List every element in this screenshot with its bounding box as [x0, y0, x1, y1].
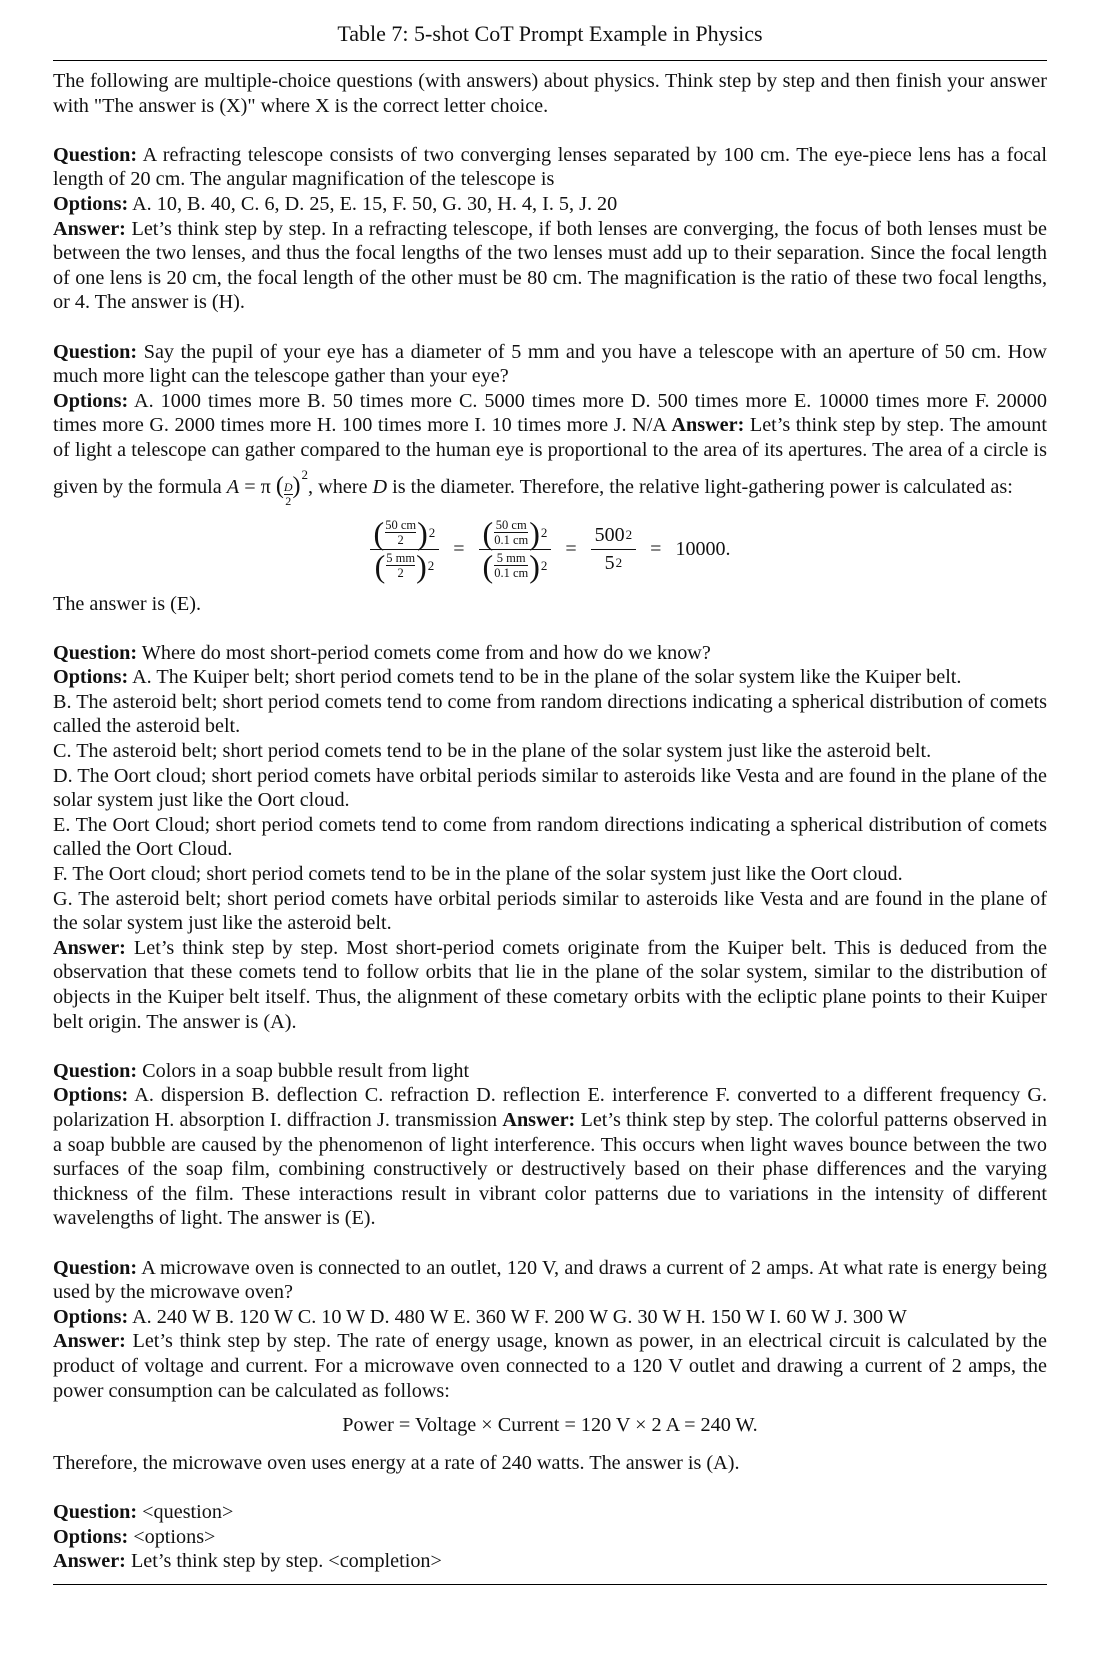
options-label: Options: [53, 1305, 129, 1328]
options-label: Options: [53, 1525, 129, 1548]
answer-label: Answer: [53, 217, 126, 240]
intro-text: The following are multiple-choice questions (with answers) about physics. Think step by step and then finish your answer with "The answer is (X)" where X is the correct letter choice. [53, 70, 1047, 117]
equation-result: 10000. [675, 537, 731, 560]
question-placeholder: <question> [137, 1501, 234, 1524]
question-text: Say the pupil of your eye has a diameter of 5 mm and you have a telescope with an aperture of 50 cm. How much more light can the telescope gather than your eye? [53, 340, 1047, 388]
options-label: Options: [53, 192, 129, 215]
question-block-3 [53, 641, 1047, 1035]
template-block [53, 1500, 1047, 1574]
option-g: G. The asteroid belt; short period comets have orbital periods similar to asteroids like Vesta and are found in the plane of the solar system just like the asteroid belt. [53, 887, 1047, 935]
question-block-1 [53, 143, 1047, 315]
question-text: Colors in a soap bubble result from light [137, 1059, 470, 1082]
answer-text: Let’s think step by step. The rate of energy usage, known as power, in an electrical circuit is calculated by the product of voltage and current. For a microwave oven connected to a 120 V outlet and drawing a current of 2 amps, the power consumption can be calculated as follows: [53, 1330, 1047, 1402]
option-b: B. The asteroid belt; short period comets tend to come from random directions indicating a spherical distribution of comets called the asteroid belt. [53, 690, 1047, 738]
bottom-rule [53, 1584, 1047, 1585]
formula-var: A [226, 475, 240, 498]
equation-fraction-2: ( $\frac{50 cm}{0.1 cm}$ ) 2 ( $\frac{5 mm}{0.1 cm}$ ) 2 [479, 519, 552, 580]
top-rule [53, 60, 1047, 61]
formula-fraction: $\frac{D}{2}$ [283, 479, 293, 508]
answer-label: Answer: [671, 414, 745, 437]
question-block-4 [53, 1059, 1047, 1231]
option-a: A. The Kuiper belt; short period comets tend to be in the plane of the solar system like the Kuiper belt. [128, 666, 962, 689]
answer-conclusion: Therefore, the microwave oven uses energy at a rate of 240 watts. The answer is (A). [53, 1452, 740, 1475]
answer-text: Let’s think step by step. The amount of light a telescope can gather compared to the human eye is proportional to the area of its apertures. The area of a circle is given by the formula [53, 414, 1047, 498]
options-label: Options: [53, 1084, 129, 1107]
equation-fraction-3: 500 2 5 2 [591, 524, 637, 575]
question-label: Question: [53, 1256, 138, 1279]
answer-conclusion: The answer is (E). [53, 592, 201, 615]
question-label: Question: [53, 641, 138, 664]
equation-fraction-1: ( $\frac{50 cm}{2}$ ) 2 ( $\frac{5 mm}{2}$ ) 2 [370, 519, 440, 580]
formula-eq: = π [239, 475, 276, 498]
prompt-table [53, 18, 1047, 1585]
question-text: A microwave oven is connected to an outlet, 120 V, and draws a current of 2 amps. At what rate is energy being used by the microwave oven? [53, 1256, 1047, 1304]
options-text: A. 1000 times more B. 50 times more C. 5000 times more D. 500 times more E. 10000 times more F. 20000 times more G. 2000 times more H. 100 times more I. 10 times more J. N/A [53, 389, 1047, 437]
question-text: A refracting telescope consists of two converging lenses separated by 100 cm. The eye-piece lens has a focal length of 20 cm. The angular magnification of the telescope is [53, 143, 1047, 191]
question-label: Question: [53, 1059, 138, 1082]
answer-label: Answer: [502, 1108, 576, 1131]
question-block-2: Question: Say the pupil of your eye has a diameter of 5 mm and you have a telescope with an aperture of 50 cm. How much more light can the telescope gather than your eye? Options: A. 1000 times more B. 50 times more C. 5000 times more D. 500 times more E. 10000 times more F. 20000 times more G. 2000 times more H. 100 times more I. 10 times more J. N/A Answer: Let’s think step by step. The amount of light a telescope can gather compared to the human eye is proportional to the area of its apertures. The area of a circle is given by the formula A = π ( $\frac{D}{2}$ )$^2$, where D is the diameter. Therefore, the relative light-gathering power is calculated as: ( $\frac{50 cm}{2}$ ) 2 ( $\frac{5 mm}{2}$ ) 2 = ( $\frac{50 cm}{0.1 cm}$ ) 2 ( $\frac{5 mm}{0.1 cm}$ ) 2 = 500 2 5 2 = 10000. The answer is (E). [53, 340, 1047, 615]
answer-text: Let’s think step by step. The colorful patterns observed in a soap bubble are caused by the phenomenon of light interference. This occurs when light waves bounce between the two surfaces of the soap film, combining constructively or destructively based on their phase differences and the varying thickness of the film. These interactions result in vibrant color patterns due to variations in the intensity of different wavelengths of light. The answer is (E). [53, 1108, 1047, 1230]
question-label: Question: [53, 340, 138, 363]
option-d: D. The Oort cloud; short period comets have orbital periods similar to asteroids like Vesta and are found in the plane of the solar system just like the Oort cloud. [53, 764, 1047, 812]
answer-placeholder: Let’s think step by step. <completion> [125, 1550, 442, 1573]
option-c: C. The asteroid belt; short period comets tend to be in the plane of the solar system just like the asteroid belt. [53, 740, 932, 763]
option-f: F. The Oort cloud; short period comets tend to be in the plane of the solar system just like the Oort cloud. [53, 863, 903, 886]
option-e: E. The Oort Cloud; short period comets tend to come from random directions indicating a spherical distribution of comets called the Oort Cloud. [53, 813, 1047, 861]
question-label: Question: [53, 143, 138, 166]
power-equation: Power = Voltage × Current = 120 V × 2 A = 240 W. [342, 1414, 758, 1437]
answer-text: Let’s think step by step. Most short-period comets originate from the Kuiper belt. This is deduced from the observation that these comets tend to follow orbits that lie in the plane of the solar system, similar to the distribution of objects in the Kuiper belt itself. Thus, the alignment of these cometary orbits with the ecliptic plane points to their Kuiper belt origin. The answer is (A). [53, 936, 1047, 1033]
options-label: Options: [53, 389, 129, 412]
question-label: Question: [53, 1501, 138, 1524]
question-text: Where do most short-period comets come from and how do we know? [137, 641, 711, 664]
question-block-5 [53, 1256, 1047, 1476]
table-caption: Table 7: 5-shot CoT Prompt Example in Physics [337, 21, 763, 46]
options-text: A. 10, B. 40, C. 6, D. 25, E. 15, F. 50, G. 30, H. 4, I. 5, J. 20 [128, 192, 618, 215]
options-label: Options: [53, 666, 129, 689]
options-placeholder: <options> [128, 1525, 216, 1548]
answer-text: Let’s think step by step. In a refracting telescope, if both lenses are converging, the focus of both lenses must be between the two lenses, and thus the focal lengths of the two lenses must add up to their separation. Since the focal length of one lens is 20 cm, the focal length of the other must be 80 cm. The magnification is the ratio of these two focal lengths, or 4. The answer is (H). [53, 217, 1047, 314]
light-gathering-equation: ( $\frac{50 cm}{2}$ ) 2 ( $\frac{5 mm}{2}$ ) 2 = ( $\frac{50 cm}{0.1 cm}$ ) 2 ( $\frac{5 mm}{0.1 cm}$ ) 2 = 500 2 5 2 = 10000. [53, 519, 1047, 580]
answer-label: Answer: [53, 936, 126, 959]
options-text: A. 240 W B. 120 W C. 10 W D. 480 W E. 360 W F. 200 W G. 30 W H. 150 W I. 60 W J. 300 W [128, 1305, 907, 1328]
answer-label: Answer: [53, 1330, 126, 1353]
options-text: A. dispersion B. deflection C. refraction D. reflection E. interference F. converted to a different frequency G. polarization H. absorption I. diffraction J. transmission [53, 1084, 1047, 1131]
answer-label: Answer: [53, 1550, 126, 1573]
